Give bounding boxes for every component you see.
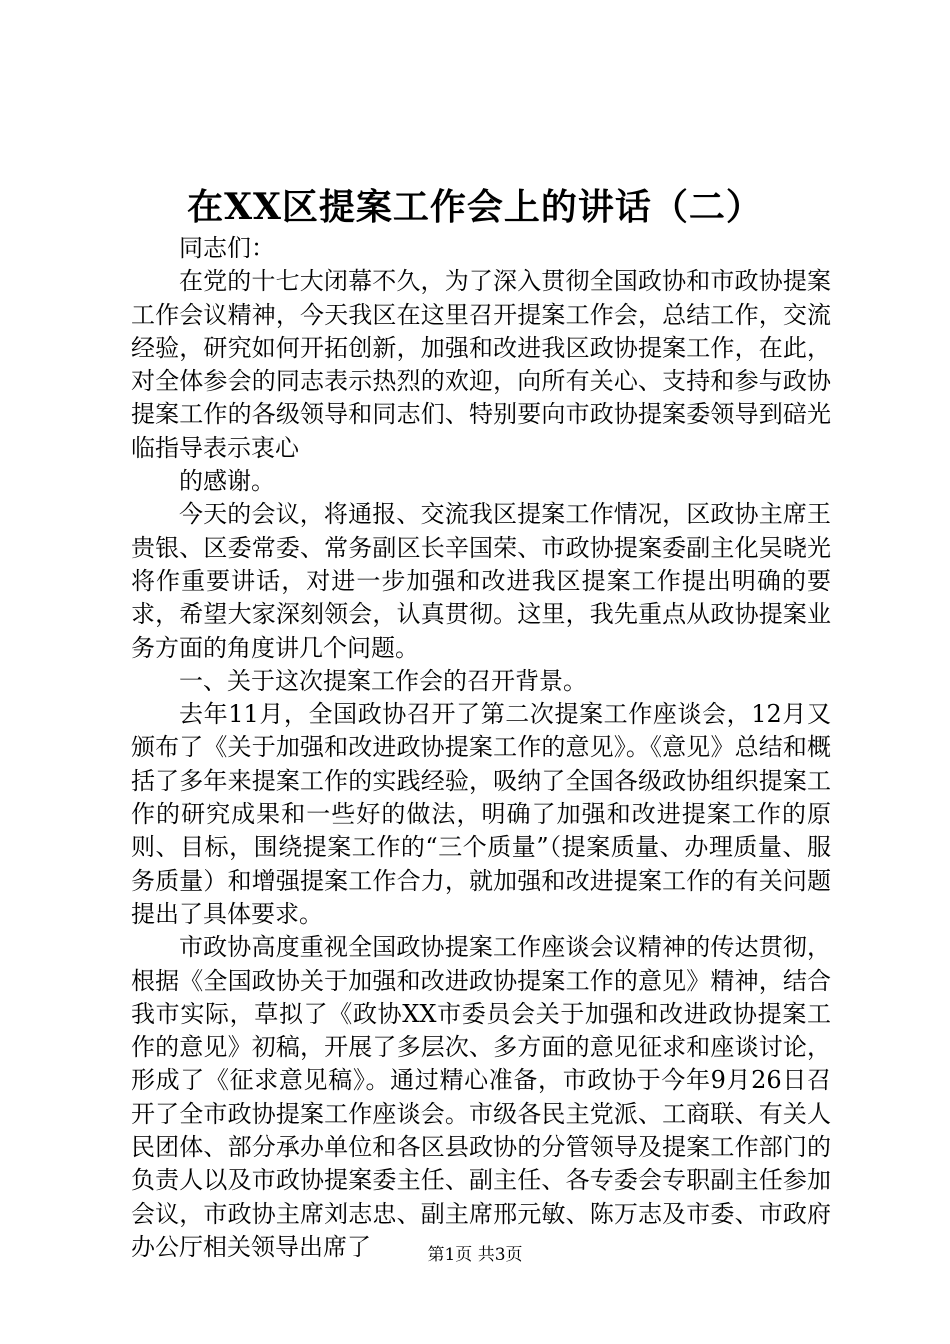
paragraph: 市政协高度重视全国政协提案工作座谈会议精神的传达贯彻，根据《全国政协关于加强和改进政协提案工作的意见》精神，结合我市实际，草拟了《政协XX市委员会关于加强和改进政协提案工作的意见》初稿，开展了多层次、多方面的意见征求和座谈讨论，形成了《征求意见稿》。通过精心准备，市政协于今年9月26日召开了全市政协提案工作座谈会。市级各民主党派、工商联、有关人民团体、部分承办单位和各区县政协的分管领导及提案工作部门的负责人以及市政协提案委主任、副主任、各专委会专职副主任参加会议，市政协主席刘志忠、副主席邢元敏、陈万志及市委、市政府办公厅相关领导出席了: [131, 933, 831, 1261]
page-footer: 第1页 共3页: [427, 1245, 523, 1265]
document-body: [131, 232, 831, 1264]
salutation: 同志们：: [179, 234, 275, 262]
paragraph: 在党的十七大闭幕不久，为了深入贯彻全国政协和市政协提案工作会议精神，今天我区在这里召开提案工作会，总结工作，交流经验，研究如何开拓创新，加强和改进我区政协提案工作，在此，对全体参会的同志表示热烈的欢迎，向所有关心、支持和参与政协提案工作的各级领导和同志们、特别要向市政协提案委领导到碚光临指导表示衷心: [131, 267, 831, 462]
paragraph: 今天的会议，将通报、交流我区提案工作情况，区政协主席王贵银、区委常委、常务副区长辛国荣、市政协提案委副主化吴晓光将作重要讲话，对进一步加强和改进我区提案工作提出明确的要求，希望大家深刻领会，认真贯彻。这里，我先重点从政协提案业务方面的角度讲几个问题。: [131, 500, 831, 662]
document-title: 在XX区提案工作会上的讲话（二）: [187, 186, 763, 228]
section-heading: 一、关于这次提案工作会的召开背景。: [179, 666, 587, 695]
paragraph: 去年11月，全国政协召开了第二次提案工作座谈会，12月又颁布了《关于加强和改进政协提案工作的意见》。《意见》总结和概括了多年来提案工作的实践经验，吸纳了全国各级政协组织提案工作的研究成果和一些好的做法，明确了加强和改进提案工作的原则、目标，围绕提案工作的“三个质量”（提案质量、办理质量、服务质量）和增强提案工作合力，就加强和改进提案工作的有关问题提出了具体要求。: [131, 700, 831, 928]
paragraph: 的感谢。: [179, 467, 275, 496]
